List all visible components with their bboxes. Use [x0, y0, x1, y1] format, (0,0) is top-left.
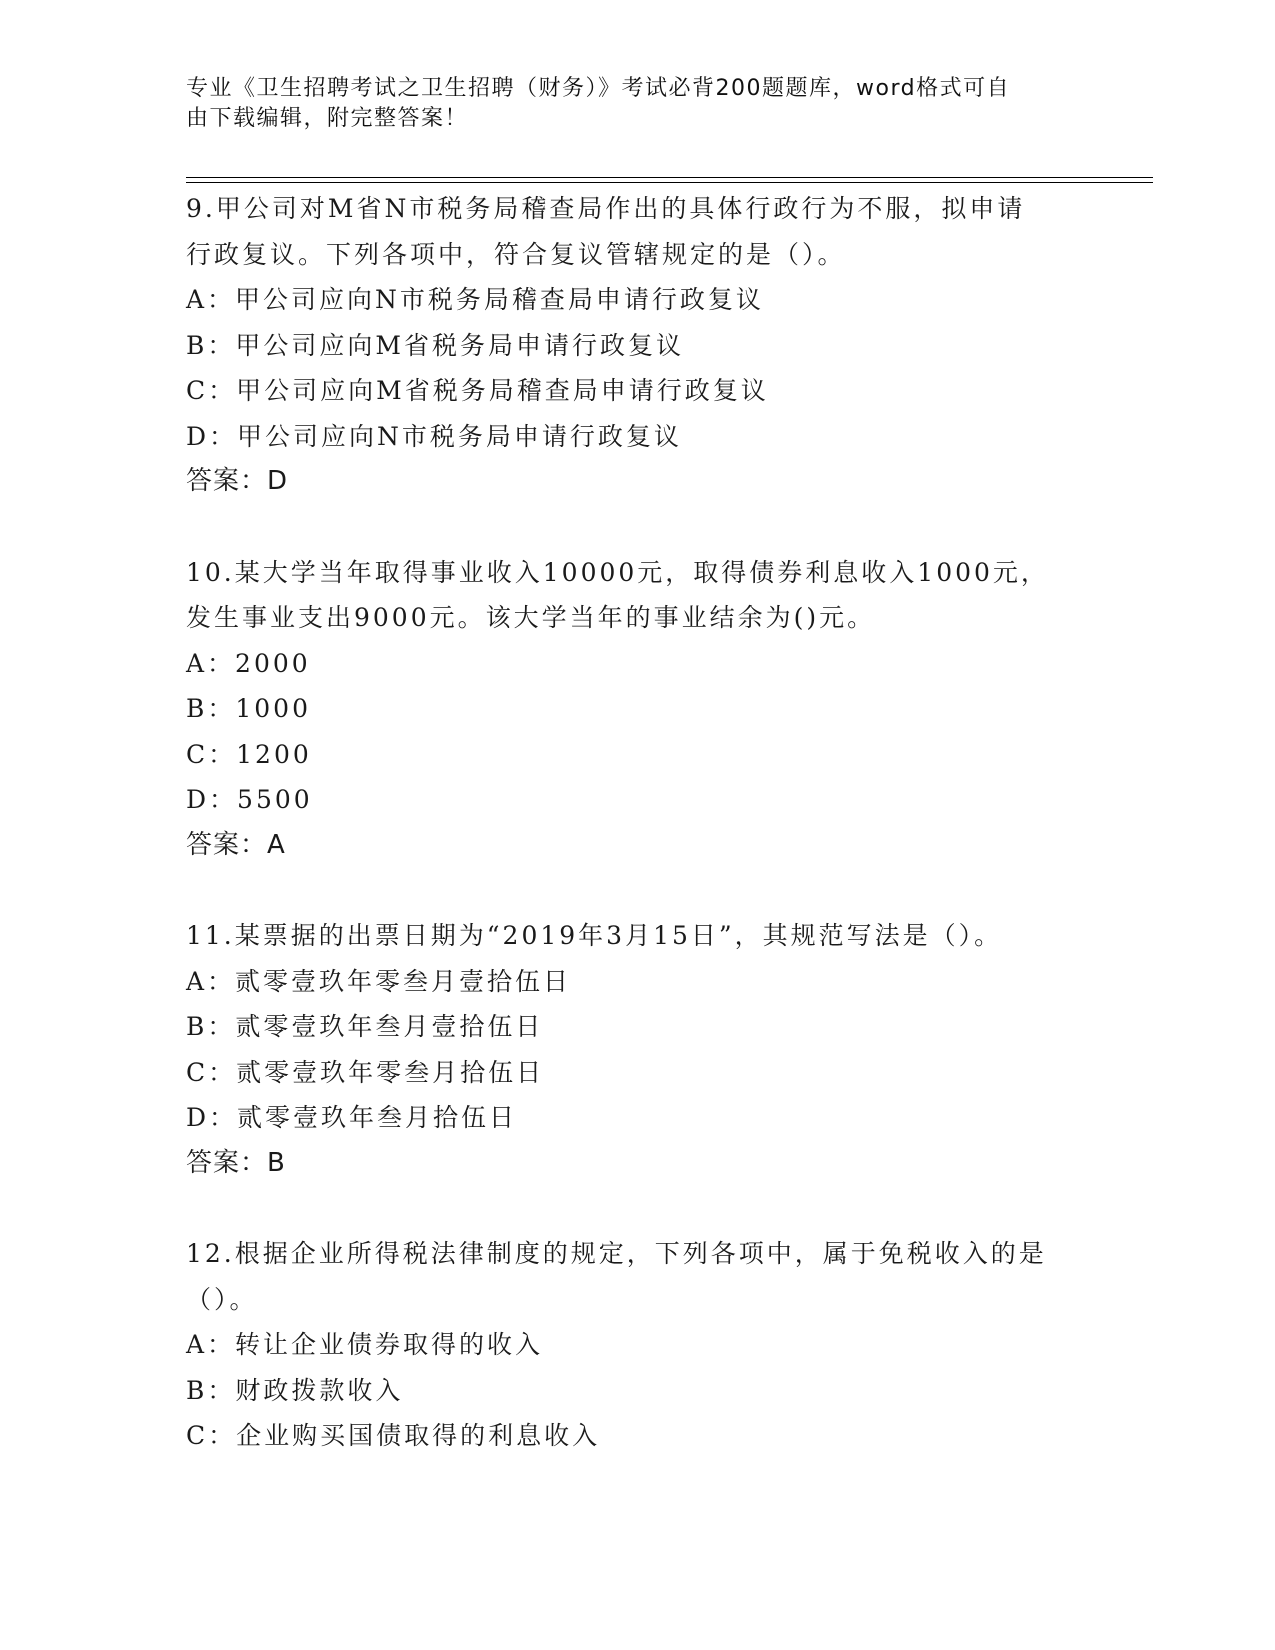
header-divider [186, 177, 1153, 178]
question-text: 行政复议。下列各项中，符合复议管辖规定的是（）。 [186, 239, 846, 269]
option-a: A：贰零壹玖年零叁月壹拾伍日 [186, 966, 572, 996]
option-c: C：贰零壹玖年零叁月拾伍日 [186, 1057, 545, 1087]
option-d: D：5500 [186, 785, 313, 814]
question-text: 发生事业支出9000元。该大学当年的事业结余为()元。 [186, 603, 876, 632]
question-item [186, 550, 1086, 869]
question-item [186, 1231, 1086, 1459]
option-c: C：1200 [186, 739, 312, 769]
option-b: B：1000 [186, 694, 311, 723]
option-c: C：甲公司应向M省税务局稽查局申请行政复议 [186, 376, 769, 405]
option-a: A：2000 [186, 648, 311, 678]
question-text: （）。 [186, 1284, 258, 1314]
header-line: 专业《卫生招聘考试之卫生招聘（财务）》考试必背200题题库，word格式可自 [186, 76, 1011, 101]
header-line: 由下载编辑，附完整答案！ [186, 106, 469, 131]
option-b: B：财政拨款收入 [186, 1375, 404, 1405]
question-text: 12.根据企业所得税法律制度的规定，下列各项中，属于免税收入的是 [186, 1239, 1047, 1268]
question-list [186, 186, 1086, 1459]
option-c: C：企业购买国债取得的利息收入 [186, 1421, 601, 1450]
document-header [186, 74, 1066, 134]
option-b: B：甲公司应向M省税务局申请行政复议 [186, 330, 684, 360]
question-text: 11.某票据的出票日期为“2019年3月15日”，其规范写法是（）。 [186, 921, 1003, 950]
option-d: D：贰零壹玖年叁月拾伍日 [186, 1103, 518, 1132]
answer-text: 答案：D [186, 466, 289, 496]
question-item [186, 186, 1086, 505]
question-text: 10.某大学当年取得事业收入10000元，取得债券利息收入1000元， [186, 557, 1049, 587]
question-text: 9.甲公司对M省N市税务局稽查局作出的具体行政行为不服，拟申请 [186, 194, 1026, 223]
option-a: A：甲公司应向N市税务局稽查局申请行政复议 [186, 285, 764, 314]
answer-text: 答案：A [186, 829, 286, 860]
option-d: D：甲公司应向N市税务局申请行政复议 [186, 421, 682, 451]
question-item [186, 913, 1086, 1186]
answer-text: 答案：B [186, 1147, 286, 1178]
header-divider [186, 182, 1153, 183]
option-a: A：转让企业债券取得的收入 [186, 1330, 544, 1359]
option-b: B：贰零壹玖年叁月壹拾伍日 [186, 1012, 544, 1041]
